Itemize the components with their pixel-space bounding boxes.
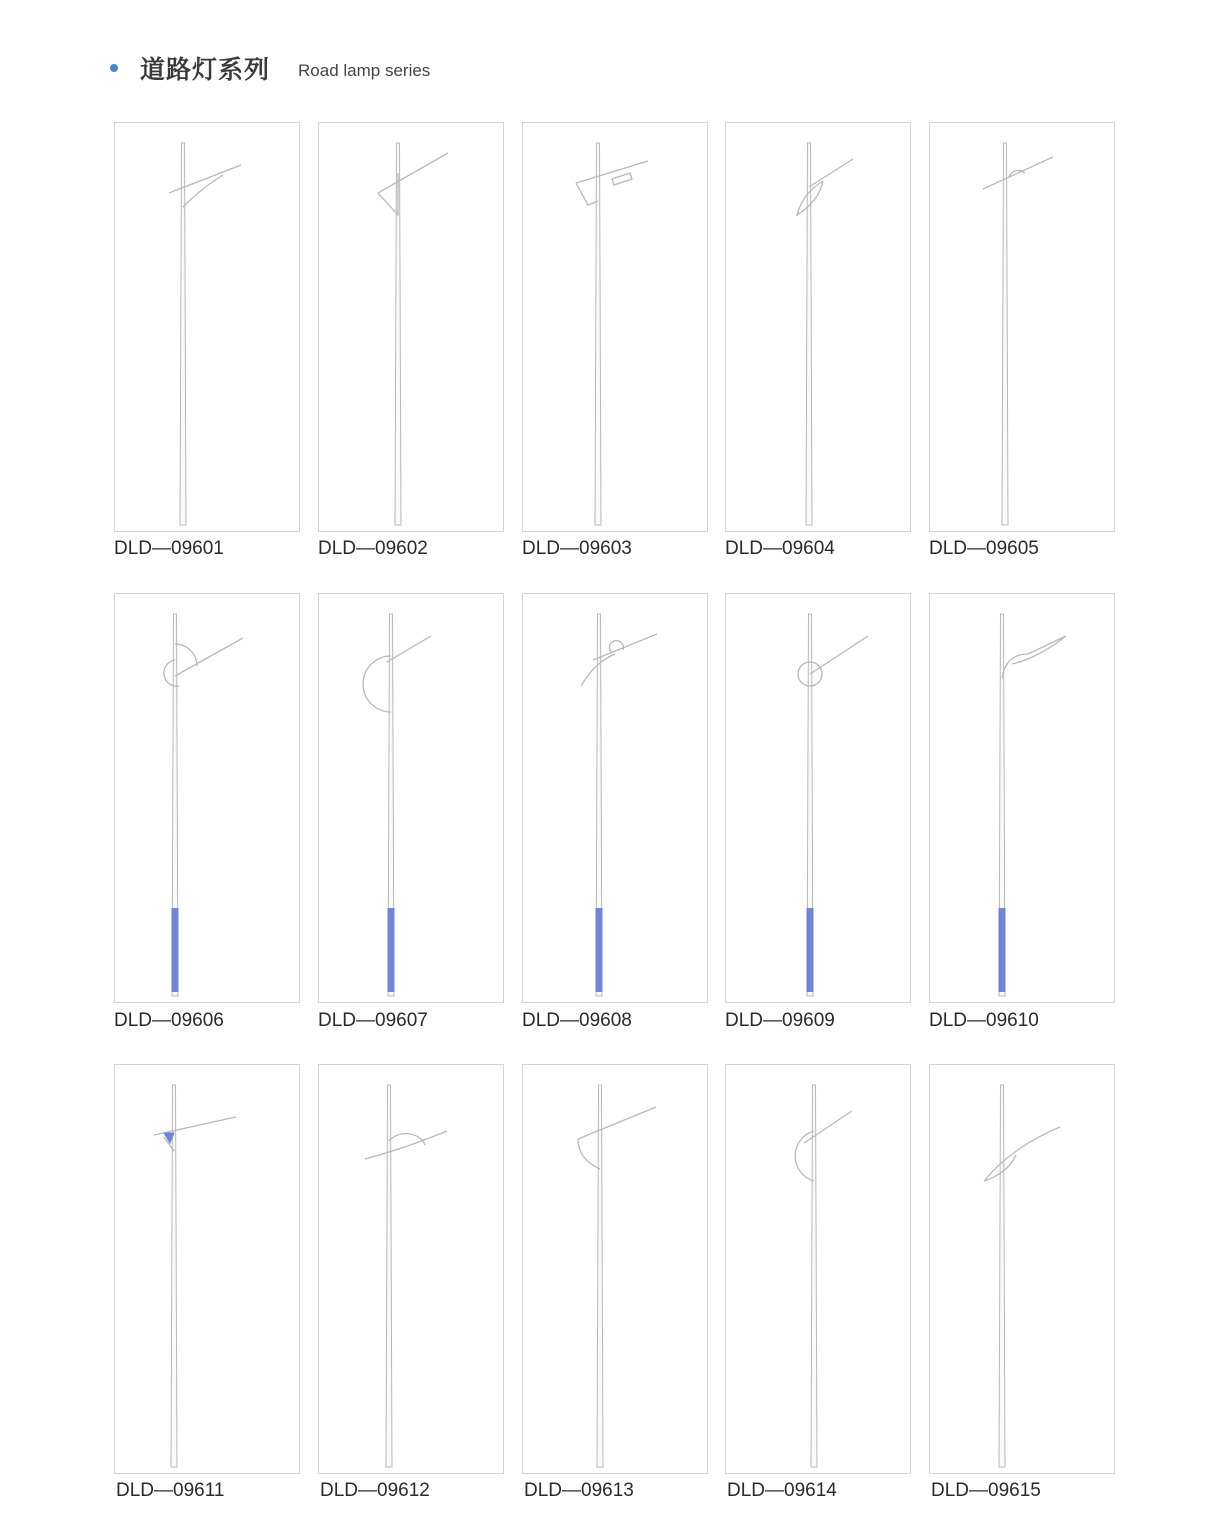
product-code: DLD—09606: [114, 1010, 224, 1031]
pole-base-sleeve: [807, 908, 814, 992]
product-card[interactable]: [522, 122, 708, 532]
lamp-arm: [578, 1107, 656, 1169]
product-card[interactable]: [929, 122, 1115, 532]
product-card[interactable]: [318, 1064, 504, 1474]
product-code: DLD—09615: [931, 1480, 1041, 1501]
street-lamp-drawing: [523, 123, 709, 533]
lamp-pole: [806, 143, 812, 525]
lamp-arm: [576, 161, 648, 205]
lamp-arm: [795, 1111, 852, 1181]
street-lamp-drawing: [523, 1065, 709, 1475]
lamp-arm: [365, 1131, 447, 1159]
lamp-arm: [1002, 636, 1066, 678]
page-title: 道路灯系列: [140, 55, 271, 84]
product-card[interactable]: [725, 593, 911, 1003]
lamp-arm: [169, 165, 241, 207]
pole-base-sleeve: [596, 908, 603, 992]
lamp-arm: [810, 636, 868, 674]
street-lamp-drawing: [319, 123, 505, 533]
lamp-arm: [378, 153, 448, 215]
lamp-pole: [597, 1085, 603, 1467]
street-lamp-drawing: [319, 1065, 505, 1475]
product-code: DLD—09609: [725, 1010, 835, 1031]
product-card[interactable]: [114, 593, 300, 1003]
product-card[interactable]: [114, 1064, 300, 1474]
product-card[interactable]: [522, 593, 708, 1003]
lamp-arm: [797, 159, 853, 215]
street-lamp-drawing: [115, 123, 301, 533]
product-card[interactable]: [318, 593, 504, 1003]
lamp-arm: [363, 636, 431, 712]
product-card[interactable]: [318, 122, 504, 532]
street-lamp-drawing: [726, 594, 912, 1004]
pole-base-sleeve: [172, 908, 179, 992]
product-code: DLD—09603: [522, 538, 632, 559]
lamp-pole: [386, 1085, 392, 1467]
lamp-arm: [984, 1127, 1060, 1181]
product-code: DLD—09610: [929, 1010, 1039, 1031]
product-code: DLD—09601: [114, 538, 224, 559]
product-code: DLD—09602: [318, 538, 428, 559]
pole-base-sleeve: [388, 908, 395, 992]
lamp-pole: [999, 1085, 1005, 1467]
product-code: DLD—09604: [725, 538, 835, 559]
lamp-pole: [811, 1085, 817, 1467]
street-lamp-drawing: [319, 594, 505, 1004]
lamp-pole: [171, 1085, 177, 1467]
page-subtitle: Road lamp series: [298, 61, 431, 80]
lamp-pole: [1002, 143, 1008, 525]
product-card[interactable]: [114, 122, 300, 532]
product-code: DLD—09612: [320, 1480, 430, 1501]
product-code: DLD—09605: [929, 538, 1039, 559]
lamp-pole: [180, 143, 186, 525]
product-code: DLD—09611: [116, 1480, 225, 1501]
lamp-arm: [983, 157, 1053, 189]
product-card[interactable]: [725, 122, 911, 532]
lamp-arm: [581, 634, 657, 686]
street-lamp-drawing: [726, 123, 912, 533]
product-code: DLD—09613: [524, 1480, 634, 1501]
lamp-pole: [595, 143, 601, 525]
product-card[interactable]: [929, 593, 1115, 1003]
street-lamp-drawing: [726, 1065, 912, 1475]
product-code: DLD—09607: [318, 1010, 428, 1031]
pole-base-sleeve: [999, 908, 1006, 992]
product-card[interactable]: [929, 1064, 1115, 1474]
street-lamp-drawing: [930, 1065, 1116, 1475]
street-lamp-drawing: [930, 123, 1116, 533]
street-lamp-drawing: [115, 1065, 301, 1475]
product-code: DLD—09608: [522, 1010, 632, 1031]
street-lamp-drawing: [115, 594, 301, 1004]
product-code: DLD—09614: [727, 1480, 837, 1501]
street-lamp-drawing: [930, 594, 1116, 1004]
street-lamp-drawing: [523, 594, 709, 1004]
product-card[interactable]: [725, 1064, 911, 1474]
product-card[interactable]: [522, 1064, 708, 1474]
